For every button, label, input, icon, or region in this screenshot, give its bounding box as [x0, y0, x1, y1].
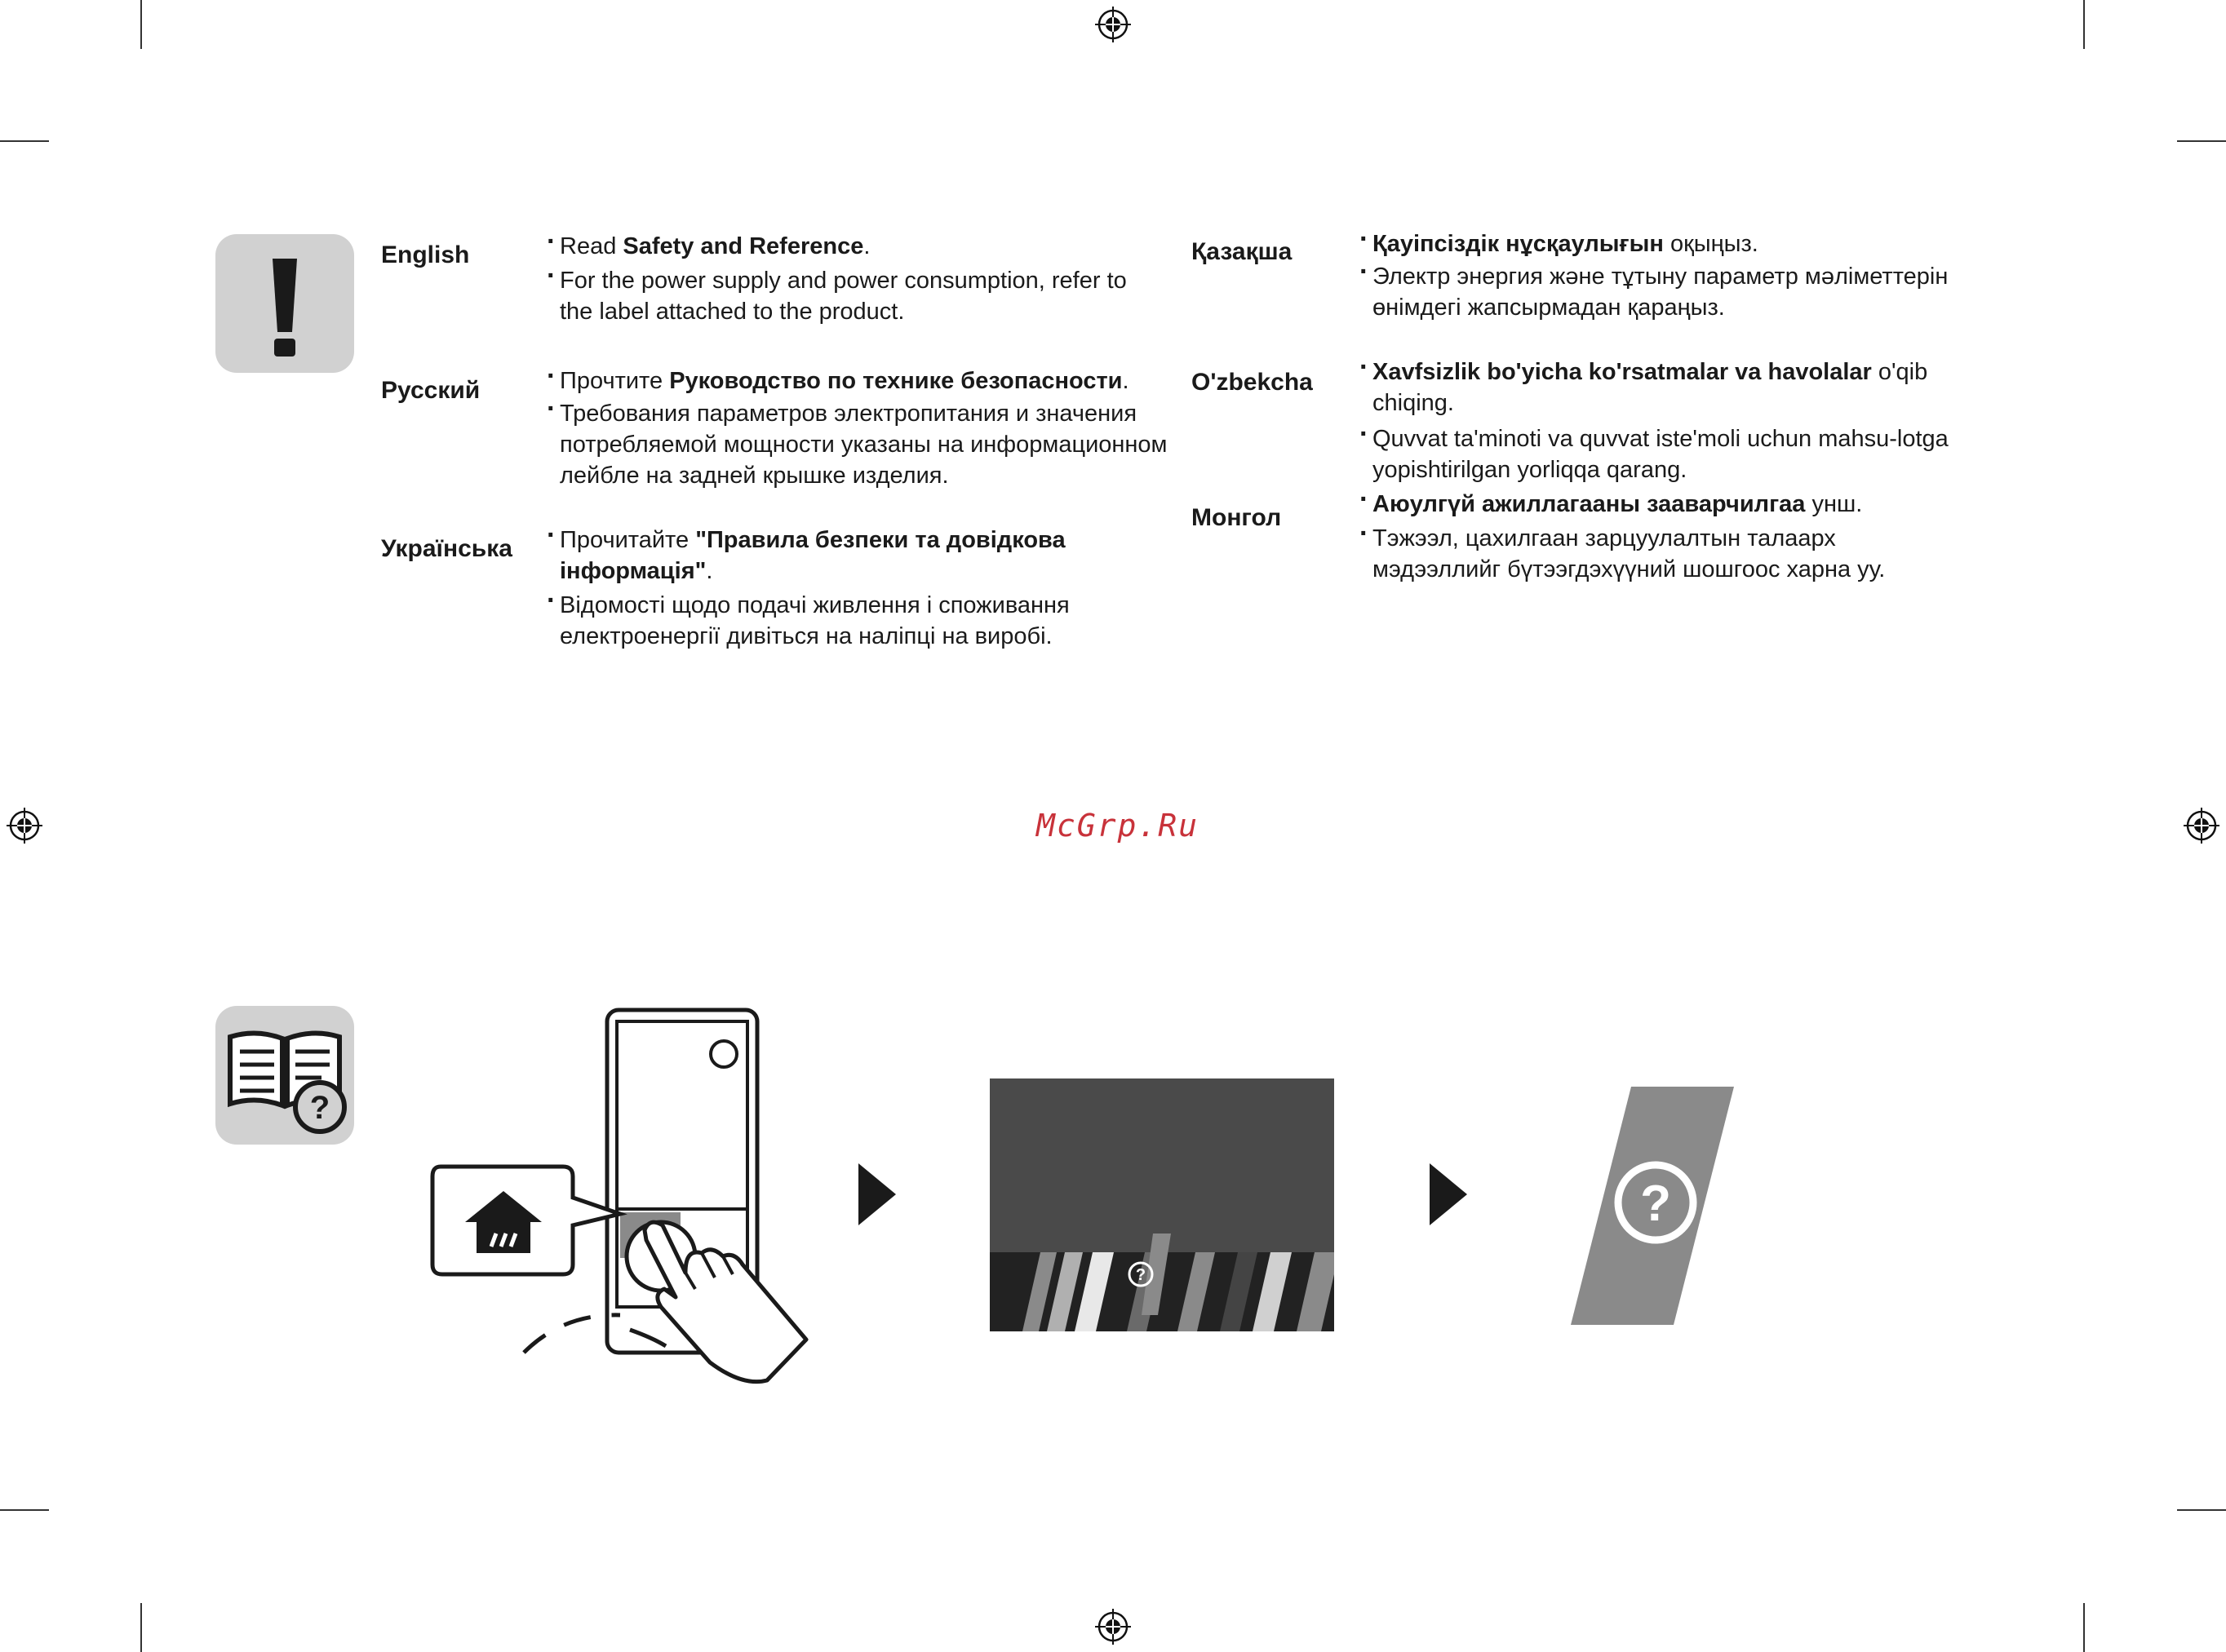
- warning-tile: [215, 234, 354, 373]
- bullet: · Відомості щодо подачі живлення і споживання електроенергії дивіться на наліпці на виробі.: [548, 590, 1152, 652]
- registration-mark-icon: [2184, 808, 2219, 844]
- exclamation-icon: [215, 234, 354, 373]
- lang-block-english: [548, 231, 1152, 327]
- lang-block-uzbek: [1361, 357, 1998, 485]
- lang-label-ukrainian: Українська: [381, 535, 512, 562]
- crop-mark: [0, 1509, 49, 1511]
- bullet: · Қауіпсіздік нұсқаулығын оқыңыз.: [1361, 228, 1965, 259]
- lang-label-mongolian: Монгол: [1191, 504, 1282, 531]
- crop-mark: [2177, 1509, 2226, 1511]
- crop-mark: [140, 1603, 142, 1652]
- svg-text:?: ?: [309, 1090, 330, 1126]
- bullet: · Прочтите Руководство по технике безопасности.: [548, 365, 1185, 396]
- registration-mark-icon: [1095, 7, 1131, 42]
- lang-block-ukrainian: [548, 525, 1152, 652]
- bullet: · Quvvat ta'minoti va quvvat iste'moli uchun mahsu-lotga yopishtirilgan yorliqqa qarang.: [1361, 423, 1998, 485]
- bullet: · For the power supply and power consumption, refer to the label attached to the product.: [548, 265, 1152, 327]
- svg-text:?: ?: [1640, 1176, 1671, 1232]
- crop-mark: [0, 140, 49, 142]
- bullet: · Прочитайте "Правила безпеки та довідкова інформація".: [548, 525, 1152, 587]
- crop-mark: [2083, 1603, 2085, 1652]
- svg-text:?: ?: [1135, 1266, 1146, 1284]
- lang-label-english: English: [381, 241, 470, 268]
- bullet: · Xavfsizlik bo'yicha ko'rsatmalar va havolalar o'qib chiqing.: [1361, 357, 1998, 419]
- crop-mark: [140, 0, 142, 49]
- next-arrow-icon: [1430, 1163, 1467, 1225]
- manual-tile: [215, 1006, 354, 1145]
- lang-label-kazakh: Қазақша: [1191, 238, 1293, 265]
- tv-screen-illustration: [990, 1078, 1334, 1331]
- next-arrow-icon: [858, 1163, 896, 1225]
- registration-mark-icon: [7, 808, 42, 844]
- crop-mark: [2177, 140, 2226, 142]
- user-guide-tile-illustration: [1571, 1085, 1734, 1326]
- bullet: · Read Safety and Reference.: [548, 231, 1152, 262]
- bullet: · Аюулгүй ажиллагааны зааварчилгаа унш.: [1361, 489, 1965, 520]
- lang-label-russian: Русский: [381, 377, 481, 404]
- lang-block-russian: [548, 365, 1185, 491]
- watermark-text: McGrp.Ru: [1036, 808, 1199, 844]
- crop-mark: [2083, 0, 2085, 49]
- remote-home-illustration: [416, 1003, 824, 1387]
- lang-block-kazakh: [1361, 228, 1965, 323]
- lang-label-uzbek: O'zbekcha: [1191, 369, 1313, 396]
- registration-mark-icon: [1095, 1609, 1131, 1645]
- bullet: · Требования параметров электропитания и значения потребляемой мощности указаны на информационном лейбле на задней крышке изделия.: [548, 398, 1185, 491]
- lang-block-mongolian: [1361, 489, 1965, 585]
- bullet: · Тэжээл, цахилгаан зарцуулалтын талаарх мэдээллийг бүтээгдэхүүний шошгоос харна уу.: [1361, 523, 1965, 585]
- bullet: · Электр энергия және тұтыну параметр мәліметтерін өнімдегі жапсырмадан қараңыз.: [1361, 261, 1965, 323]
- book-help-icon: [215, 1006, 354, 1145]
